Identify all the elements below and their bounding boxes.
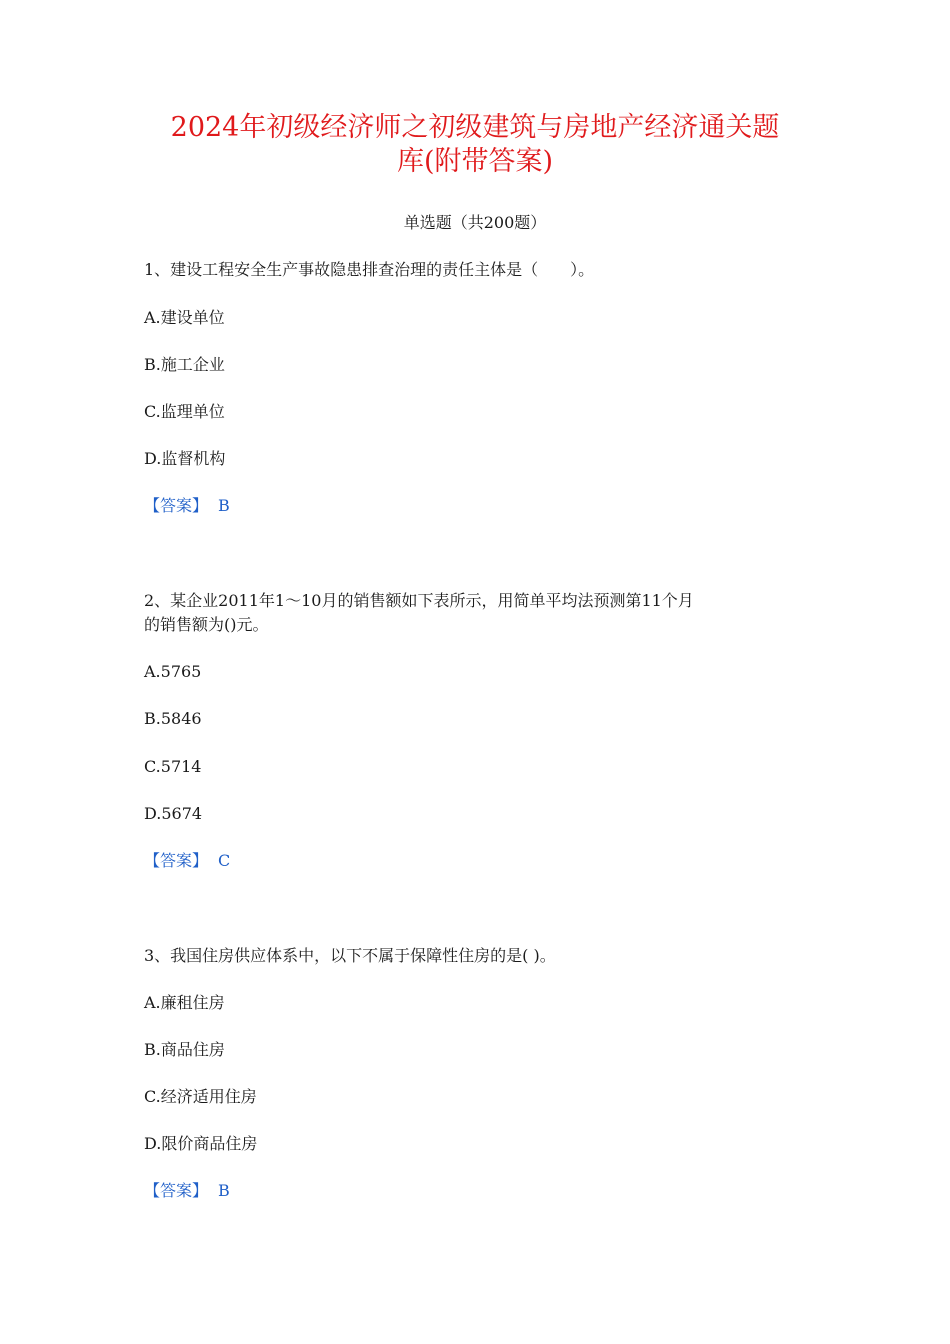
answer-label: 【答案】 xyxy=(144,496,209,515)
question-2-stem-line-2: 的销售额为()元。 xyxy=(144,615,269,634)
answer-label: 【答案】 xyxy=(144,851,209,870)
question-1-option-d: D.监督机构 xyxy=(144,449,226,468)
question-3-option-b: B.商品住房 xyxy=(144,1040,225,1059)
answer-value: B xyxy=(218,1181,230,1200)
question-3-option-a: A.廉租住房 xyxy=(144,993,225,1012)
question-3-answer xyxy=(144,1179,814,1203)
question-2-option-c: C.5714 xyxy=(144,757,202,776)
section-heading: 单选题（共200题） xyxy=(403,213,547,232)
question-2-option-b: B.5846 xyxy=(144,709,202,728)
question-1-option-b: B.施工企业 xyxy=(144,355,225,374)
question-3-stem: 3、我国住房供应体系中，以下不属于保障性住房的是( )。 xyxy=(144,946,556,965)
document-title-line-1: 2024年初级经济师之初级建筑与房地产经济通关题 xyxy=(170,112,780,143)
question-2-answer xyxy=(144,849,814,873)
question-3-option-d: D.限价商品住房 xyxy=(144,1134,258,1153)
question-2-option-a: A.5765 xyxy=(144,662,202,681)
question-1-option-c: C.监理单位 xyxy=(144,402,225,421)
document-title-line-2: 库(附带答案) xyxy=(396,146,554,177)
question-2-option-d: D.5674 xyxy=(144,804,203,823)
question-3-option-c: C.经济适用住房 xyxy=(144,1087,257,1106)
question-1-answer xyxy=(144,494,814,518)
question-1-option-a: A.建设单位 xyxy=(144,308,225,327)
question-1-stem: 1、建设工程安全生产事故隐患排查治理的责任主体是（ ）。 xyxy=(144,260,595,279)
answer-value: C xyxy=(218,851,231,870)
answer-label: 【答案】 xyxy=(144,1181,209,1200)
question-2-stem-line-1: 2、某企业2011年1～10月的销售额如下表所示，用简单平均法预测第11个月 xyxy=(144,591,694,610)
answer-value: B xyxy=(218,496,230,515)
